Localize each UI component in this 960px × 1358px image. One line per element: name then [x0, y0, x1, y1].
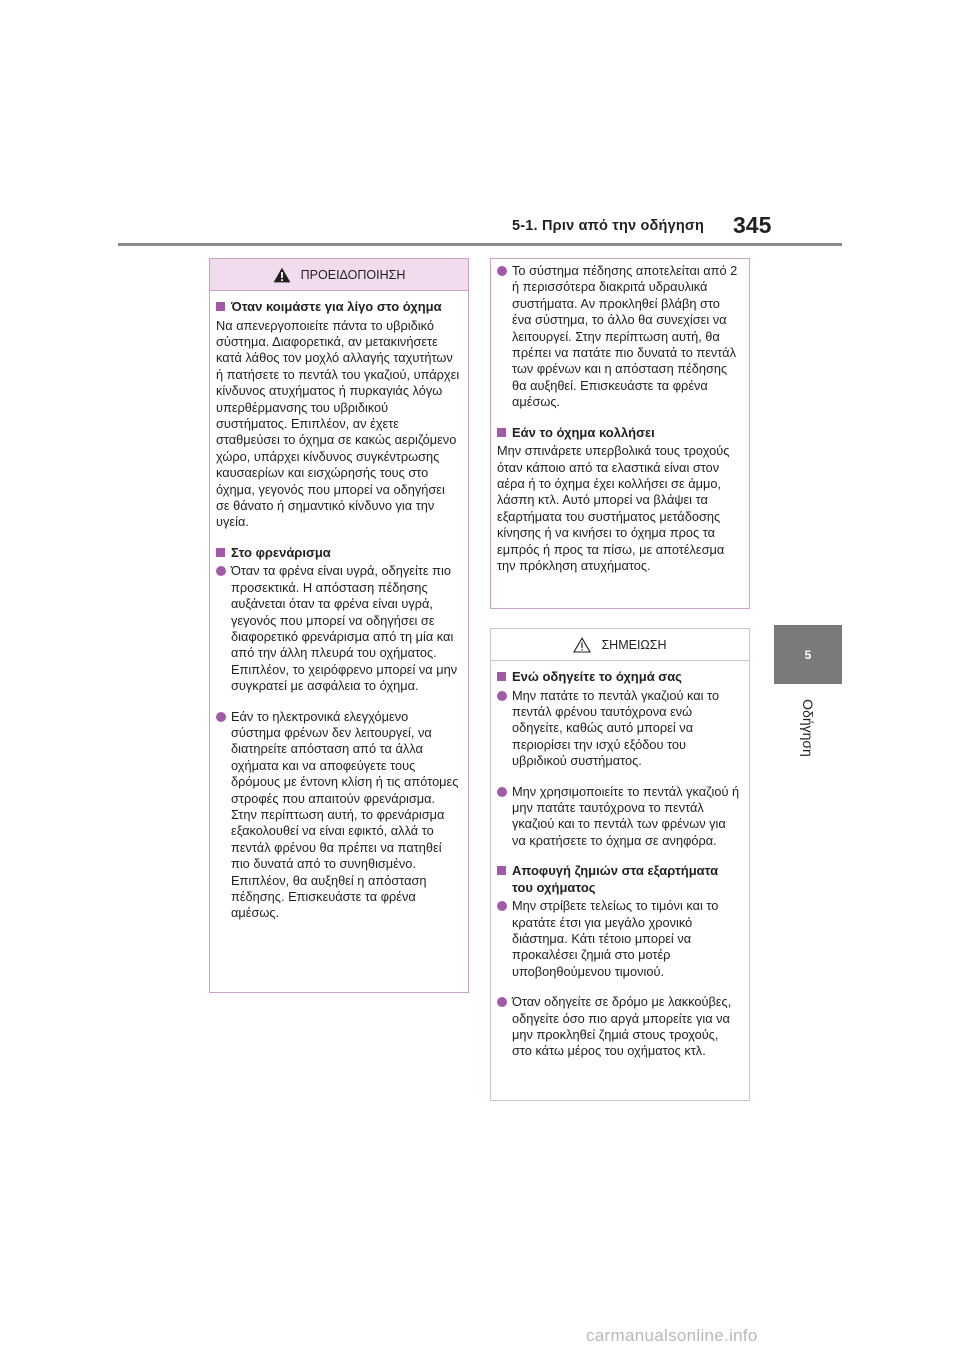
circle-bullet-icon	[216, 712, 226, 722]
watermark: carmanualsonline.info	[586, 1326, 758, 1345]
list-item: Όταν οδηγείτε σε δρόμο με λακκούβες, οδηγείτε όσο πιο αργά μπορείτε για να μην προκληθεί ζημιά στους τροχούς, στο κάτω μέρος του οχήματος κτλ.	[497, 994, 741, 1060]
square-bullet-icon	[497, 672, 506, 681]
chapter-number: 5	[804, 647, 812, 662]
warning-box-continued	[490, 258, 750, 609]
square-bullet-icon	[216, 548, 225, 557]
list-item: Μην χρησιμοποιείτε το πεντάλ γκαζιού ή μην πατάτε ταυτόχρονα το πεντάλ γκαζιού και το πεντάλ των φρένων για να κρατήσετε το όχημα σε ανηφόρα.	[497, 784, 741, 850]
header-divider	[118, 243, 842, 246]
list-item: Όταν τα φρένα είναι υγρά, οδηγείτε πιο προσεκτικά. Η απόσταση πέδησης αυξάνεται όταν τα φρένα είναι υγρά, γεγονός που μπορεί να οδηγήσει σε διαφορετικό φρενάρισμα από τη μία και από την άλλη πλευρά του οχήματος. Επιπλέον, το χειρόφρενο μπορεί να μην συγκρατεί με ασφάλεια το όχημα.	[216, 563, 460, 694]
note-box-header	[491, 629, 749, 661]
list-item: Το σύστημα πέδησης αποτελείται από 2 ή περισσότερα διακριτά υδραυλικά συστήματα. Αν προκληθεί βλάβη στο ένα σύστημα, το άλλο θα συνεχίσει να λειτουργεί. Στην περίπτωση αυτή, θα πρέπει να πατάτε πιο δυνατά το πεντάλ των φρένων και η απόσταση πέδησης θα αυξηθεί. Επισκευάστε τα φρένα αμέσως.	[497, 263, 741, 411]
circle-bullet-icon	[216, 566, 226, 576]
circle-bullet-icon	[497, 691, 507, 701]
list-item: Μην στρίβετε τελείως το τιμόνι και το κρατάτε έτσι για μεγάλο χρονικό διάστημα. Κάτι τέτοιο μπορεί να προκαλέσει ζημιά στο μοτέρ υποβοηθούμενου τιμονιού.	[497, 898, 741, 980]
caution-triangle-icon	[573, 637, 591, 653]
section-heading: Αποφυγή ζημιών στα εξαρτήματα του οχήματος	[497, 863, 741, 896]
list-item: Εάν το ηλεκτρονικά ελεγχόμενο σύστημα φρένων δεν λειτουργεί, να διατηρείτε απόσταση από τα άλλα οχήματα και να αποφεύγετε τους δρόμους με έντονη κλίση ή τις απότομες στροφές που απαιτούν φρενάρισμα. Στην περίπτωση αυτή, το φρενάρισμα εξακολουθεί να είναι εφικτό, αλλά το πεντάλ φρένου θα πρέπει να πατηθεί πιο δυνατά από το συνηθισμένο. Επιπλέον, θα αυξηθεί η απόσταση πέδησης. Επισκευάστε τα φρένα αμέσως.	[216, 709, 460, 922]
section-title: 5-1. Πριν από την οδήγηση	[512, 218, 705, 234]
warning-box-header	[210, 259, 468, 291]
section-heading: Όταν κοιμάστε για λίγο στο όχημα	[216, 299, 460, 316]
page-number: 345	[733, 212, 772, 238]
circle-bullet-icon	[497, 787, 507, 797]
warning-box	[209, 258, 469, 993]
note-box	[490, 628, 750, 1101]
square-bullet-icon	[497, 866, 506, 875]
circle-bullet-icon	[497, 901, 507, 911]
warning-title: ΠΡΟΕΙΔΟΠΟΙΗΣΗ	[300, 267, 406, 282]
square-bullet-icon	[497, 428, 506, 437]
circle-bullet-icon	[497, 266, 507, 276]
chapter-label-text: Οδήγηση	[800, 699, 816, 757]
section-heading: Στο φρενάρισμα	[216, 545, 460, 562]
paragraph: Μην σπινάρετε υπερβολικά τους τροχούς όταν κάποιο από τα ελαστικά είναι στον αέρα ή το όχημα έχει κολλήσει σε άμμο, λάσπη κτλ. Αυτό μπορεί να βλάψει τα εξαρτήματα του συστήματος μετάδοσης κίνησης ή να κινήσει το όχημα προς τα εμπρός ή προς τα πίσω, με αποτέλεσμα την πρόκληση ατυχήματος.	[497, 443, 730, 573]
square-bullet-icon	[216, 302, 225, 311]
warning-triangle-icon	[273, 267, 291, 283]
circle-bullet-icon	[497, 997, 507, 1007]
chapter-label	[784, 688, 832, 768]
paragraph: Να απενεργοποιείτε πάντα το υβριδικό σύστημα. Διαφορετικά, αν μετακινήσετε κατά λάθος τον μοχλό αλλαγής ταχυτήτων ή πατήσετε το πεντάλ του γκαζιού, υπάρχει κίνδυνος ατυχήματος ή πυρκαγιάς λόγω υπερθέρμανσης του υβριδικού συστήματος. Επιπλέον, αν έχετε σταθμεύσει το όχημα σε κακώς αεριζόμενο χώρο, υπάρχει κίνδυνος συγκέντρωσης καυσαερίων και εισχώρησής τους στο όχημα, γεγονός που μπορεί να οδηγήσει σε θάνατο ή σημαντικό κίνδυνο για την υγεία.	[216, 317, 460, 530]
list-item: Μην πατάτε το πεντάλ γκαζιού και το πεντάλ φρένου ταυτόχρονα ενώ οδηγείτε, καθώς αυτό μπορεί να περιορίσει την ισχύ εξόδου του υβριδικού συστήματος.	[497, 688, 741, 770]
section-heading: Ενώ οδηγείτε το όχημά σας	[497, 669, 741, 686]
section-heading: Εάν το όχημα κολλήσει	[497, 425, 741, 442]
chapter-tab	[774, 625, 842, 684]
note-title: ΣΗΜΕΙΩΣΗ	[601, 637, 667, 652]
